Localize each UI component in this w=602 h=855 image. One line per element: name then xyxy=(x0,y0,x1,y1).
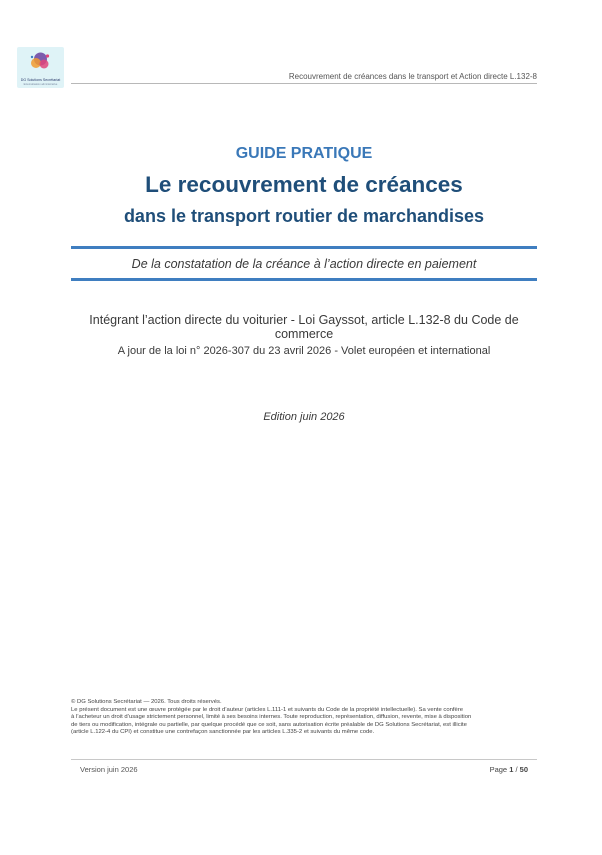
cover-kicker: GUIDE PRATIQUE xyxy=(235,145,373,162)
legal-notice xyxy=(71,699,539,737)
legal-line-4: (article L.122-4 du CPI) et constitue une contrefaçon sanctionnée par les articles L.335-2 et suivants du même code. xyxy=(71,729,375,736)
scope-line-1: Intégrant l’action directe du voiturier - Loi Gayssot, article L.132-8 du Code de xyxy=(89,313,519,327)
page-number xyxy=(490,765,528,774)
footer-version: Version juin 2026 xyxy=(80,765,138,774)
page-current: 1 xyxy=(509,765,514,774)
legal-line-2: à l’acheteur un droit d’usage strictement personnel, limité à ses besoins internes. Toute reproduction, représentation, diffusion, revente, mise à disposition xyxy=(71,714,472,721)
tagline-bottom-rule xyxy=(71,278,537,281)
cover-update-note: A jour de la loi n° 2026-307 du 23 avril 2026 - Volet européen et international xyxy=(117,345,491,357)
scope-line-2: commerce xyxy=(274,327,334,341)
cover-scope xyxy=(71,313,537,341)
logo-name: DG Solutions Secrétariat xyxy=(20,78,61,82)
page-total: 50 xyxy=(519,765,528,774)
header-divider xyxy=(71,83,537,84)
cover-subtitle: dans le transport routier de marchandises xyxy=(123,206,485,226)
cover-title: Le recouvrement de créances xyxy=(145,172,463,197)
logo-tagline: Externalisation administrative xyxy=(23,82,58,86)
cover-edition: Edition juin 2026 xyxy=(263,411,345,423)
footer-divider xyxy=(71,759,537,760)
legal-line-3: de tiers ou modification, intégrale ou partielle, par quelque procédé que ce soit, sans autorisation écrite préalable de DG Solutions Secrétariat, est illicite xyxy=(71,721,467,728)
page-label: Page xyxy=(489,765,508,774)
page-separator: / xyxy=(515,765,518,774)
cover-tagline: De la constatation de la créance à l’action directe en paiement xyxy=(131,257,477,271)
tagline-top-rule xyxy=(71,246,537,249)
legal-copyright: © DG Solutions Secrétariat — 2026. Tous droits réservés. xyxy=(71,699,222,705)
company-logo xyxy=(17,47,64,88)
legal-line-1: Le présent document est une œuvre protégée par le droit d’auteur (articles L.111-1 et suivants du Code de la propriété intellectuelle). Sa vente confère xyxy=(71,706,464,713)
running-header: Recouvrement de créances dans le transport et Action directe L.132-8 xyxy=(288,72,537,81)
